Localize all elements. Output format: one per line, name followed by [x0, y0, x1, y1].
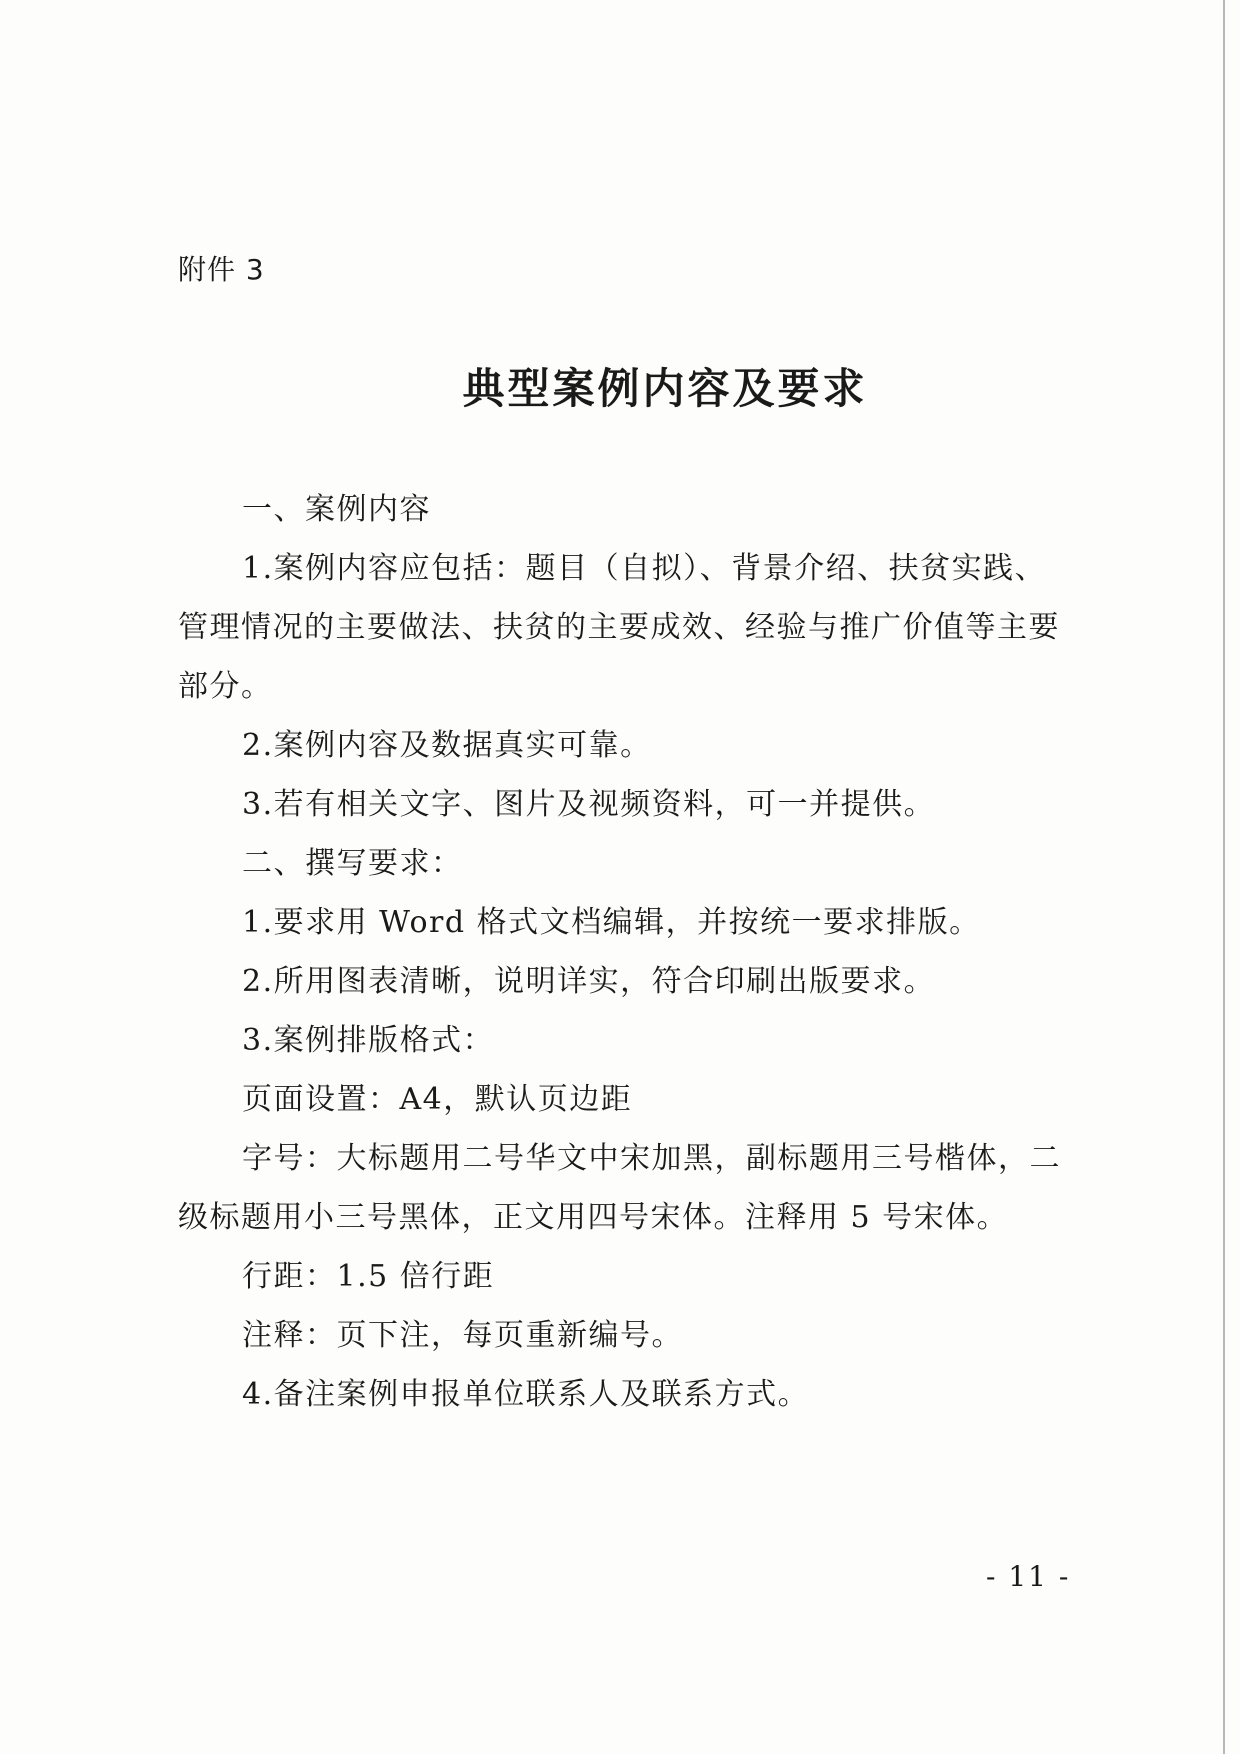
font-size-line-1: 字号：大标题用二号华文中宋加黑，副标题用三号楷体，二 — [242, 1141, 1061, 1176]
section-1-item-1-line-1: 1.案例内容应包括：题目（自拟）、背景介绍、扶贫实践、 — [242, 551, 1047, 586]
section-1-item-2: 2.案例内容及数据真实可靠。 — [242, 728, 652, 763]
font-size-line-2: 级标题用小三号黑体，正文用四号宋体。注释用 5 号宋体。 — [178, 1200, 1009, 1235]
section-2-item-3: 3.案例排版格式： — [242, 1023, 495, 1058]
section-2-item-2: 2.所用图表清晰，说明详实，符合印刷出版要求。 — [242, 964, 936, 999]
notes-line: 注释：页下注，每页重新编号。 — [242, 1318, 683, 1353]
line-spacing-line: 行距：1.5 倍行距 — [242, 1259, 495, 1294]
page-setup-line: 页面设置：A4，默认页边距 — [242, 1082, 633, 1117]
page-number: - 11 - — [986, 1560, 1071, 1593]
section-1-item-1-line-2: 管理情况的主要做法、扶贫的主要成效、经验与推广价值等主要 — [178, 610, 1060, 645]
section-2-item-4: 4.备注案例申报单位联系人及联系方式。 — [242, 1377, 810, 1412]
section-1-item-3: 3.若有相关文字、图片及视频资料，可一并提供。 — [242, 787, 936, 822]
section-1-item-1-line-3: 部分。 — [178, 669, 273, 704]
attachment-label: 附件 3 — [178, 253, 265, 286]
document-title: 典型案例内容及要求 — [462, 364, 868, 413]
section-1-heading: 一、案例内容 — [242, 492, 431, 527]
scan-edge-line — [1223, 0, 1225, 1754]
section-2-heading: 二、撰写要求： — [242, 846, 463, 881]
section-2-item-1: 1.要求用 Word 格式文档编辑，并按统一要求排版。 — [242, 905, 981, 940]
document-body — [178, 480, 1061, 1424]
